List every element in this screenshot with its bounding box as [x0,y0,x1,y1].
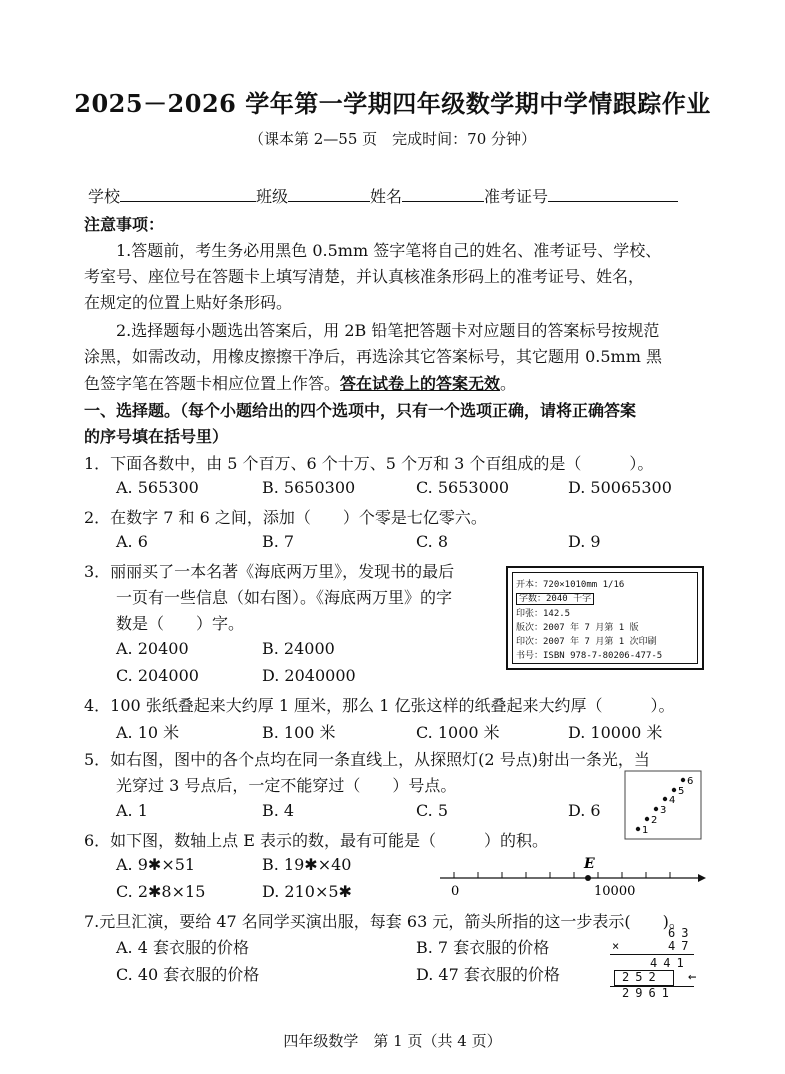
notice-period: 。 [500,374,517,393]
q6-axis-zero: 0 [451,884,460,899]
q3-option-b: B. 24000 [262,639,335,658]
name-label: 姓名 [370,187,403,206]
q3-option-d: D. 2040000 [262,666,356,685]
q1-text: 1．下面各数中，由 5 个百万、6 个十万、5 个万和 3 个百组成的是（ ）。 [84,454,654,473]
book-info-sheets: 印张：142.5 [516,609,571,619]
q7-calc-times-sign: × [612,939,626,953]
q4-option-c: C. 1000 米 [416,723,500,742]
q7-vertical-multiplication [606,926,706,998]
q7-text: 7.元旦汇演，要给 47 名同学买演出服，每套 63 元，箭头所指的这一步表示( )。 [84,912,685,931]
q5-point-5 [672,788,676,792]
q7-calc-partial-1: 441 [650,956,690,970]
book-info-printing: 印次：2007 年 7 月第 1 次印刷 [516,637,657,647]
notice-item2-line3 [84,371,516,394]
q2-option-d: D. 9 [568,532,601,551]
page-footer: 四年级数学 第 1 页（共 4 页） [283,1032,502,1050]
school-label: 学校 [88,187,121,206]
q6-option-a: A. 9✱×51 [116,855,196,874]
q5-point-3 [654,807,658,811]
exam-no-label: 准考证号 [484,187,549,206]
q5-point-2 [645,817,649,821]
q7-option-d: D. 47 套衣服的价格 [416,965,560,984]
notice-item1-line2: 考室号、座位号在答题卡上填写清楚，并认真核准条形码上的准考证号、姓名， [84,267,645,286]
q5-point-6 [681,778,685,782]
q5-line1: 5．如右图，图中的各个点均在同一条直线上，从探照灯(2 号点)射出一条光，当 [84,750,650,769]
q6-axis-10000: 10000 [594,884,636,899]
q3-line2: 一页有一些信息（如右图）。《海底两万里》的字 [116,588,453,607]
q4-option-b: B. 100 米 [262,723,336,742]
notice-item2-line3-text: 色签字笔在答题卡相应位置上作答。 [84,374,341,393]
q1-option-d: D. 50065300 [568,478,672,497]
q3-option-c: C. 204000 [116,666,199,685]
q6-axis-arrow [698,874,706,882]
q6-option-c: C. 2✱8×15 [116,882,206,901]
q2-option-a: A. 6 [116,532,148,551]
q4-option-d: D. 10000 米 [568,723,663,742]
q6-option-d: D. 210×5✱ [262,882,352,901]
q5-point-4 [663,797,667,801]
q7-calc-multiplier: 47 [668,939,695,953]
book-info-wordcount [516,591,594,604]
q7-option-a: A. 4 套衣服的价格 [116,938,249,957]
q2-text: 2．在数字 7 和 6 之间，添加（ ）个零是七亿零六。 [84,508,487,527]
page-subtitle: （课本第 2—55 页 完成时间：70 分钟） [248,130,537,148]
page-title: 2025－2026 学年第一学期四年级数学期中学情跟踪作业 [74,89,711,118]
q3-option-a: A. 20400 [116,639,189,658]
q6-point-e [585,875,591,881]
q7-calc-partial-2: 252 [622,970,662,984]
q5-point-label-6: 6 [687,776,694,787]
exam-no-blank[interactable] [548,185,678,202]
q7-calc-product: 2961 [622,986,675,1000]
q1-option-a: A. 565300 [116,478,199,497]
q3-line1: 3．丽丽买了一本名著《海底两万里》，发现书的最后 [84,562,455,581]
q7-option-c: C. 40 套衣服的价格 [116,965,260,984]
q6-option-b: B. 19✱×40 [262,855,352,874]
class-label: 班级 [256,187,289,206]
q5-points-figure [624,770,702,840]
notice-warning: 答在试卷上的答案无效 [340,374,501,393]
q7-option-b: B. 7 套衣服的价格 [416,938,550,957]
q5-point-1 [636,827,640,831]
q2-option-b: B. 7 [262,532,295,551]
book-info-edition: 版次：2007 年 7 月第 1 版 [516,623,639,633]
notice-item2-line1: 2.选择题每小题选出答案后，用 2B 铅笔把答题卡对应题目的答案标号按规范 [116,321,660,340]
q6-point-e-label: E [584,856,595,872]
q5-line2: 光穿过 3 号点后，一定不能穿过（ ）号点。 [116,776,457,795]
book-info-isbn: 书号：ISBN 978-7-80206-477-5 [516,651,663,661]
q7-calc-arrow: ← [688,969,697,985]
class-blank[interactable] [288,185,370,202]
q4-option-a: A. 10 米 [116,723,180,742]
book-info-box [506,566,704,670]
q5-point-label-4: 4 [669,795,676,806]
q1-option-c: C. 5653000 [416,478,510,497]
section1-heading-line1: 一、选择题。（每个小题给出的四个选项中，只有一个选项正确，请将正确答案 [84,401,637,420]
notice-item2-line2: 涂黑，如需改动，用橡皮擦擦干净后，再选涂其它答案标号，其它题用 0.5mm 黑 [84,347,662,366]
q7-calc-rule-1 [610,954,694,955]
q4-text: 4．100 张纸叠起来大约厚 1 厘米，那么 1 亿张这样的纸叠起来大约厚（ ）。 [84,696,675,715]
q5-point-label-5: 5 [678,786,685,797]
q2-option-c: C. 8 [416,532,449,551]
q5-option-d: D. 6 [568,801,601,820]
notice-heading: 注意事项： [84,215,165,234]
book-info-format: 开本：720×1010mm 1/16 [516,580,625,590]
q5-point-label-3: 3 [660,805,667,816]
q5-option-a: A. 1 [116,801,148,820]
q7-calc-multiplicand: 63 [668,926,695,940]
q5-option-b: B. 4 [262,801,295,820]
book-info-wordcount-highlight: 字数：2040 千字 [516,593,594,605]
section1-heading-line2: 的序号填在括号里） [84,427,229,446]
q6-number-line [436,852,706,900]
q3-line3: 数是（ ）字。 [116,614,245,633]
notice-item1-line1: 1.答题前，考生务必用黑色 0.5mm 签字笔将自己的姓名、准考证号、学校、 [116,241,662,260]
q5-point-label-1: 1 [642,825,649,836]
notice-item1-line3: 在规定的位置上贴好条形码。 [84,293,293,312]
name-blank[interactable] [402,185,484,202]
q5-option-c: C. 5 [416,801,449,820]
info-fields-row [88,184,678,207]
q6-text: 6．如下图，数轴上点 E 表示的数，最有可能是（ ）的积。 [84,831,549,850]
q1-option-b: B. 5650300 [262,478,356,497]
school-blank[interactable] [120,185,256,202]
q5-point-label-2: 2 [651,815,658,826]
